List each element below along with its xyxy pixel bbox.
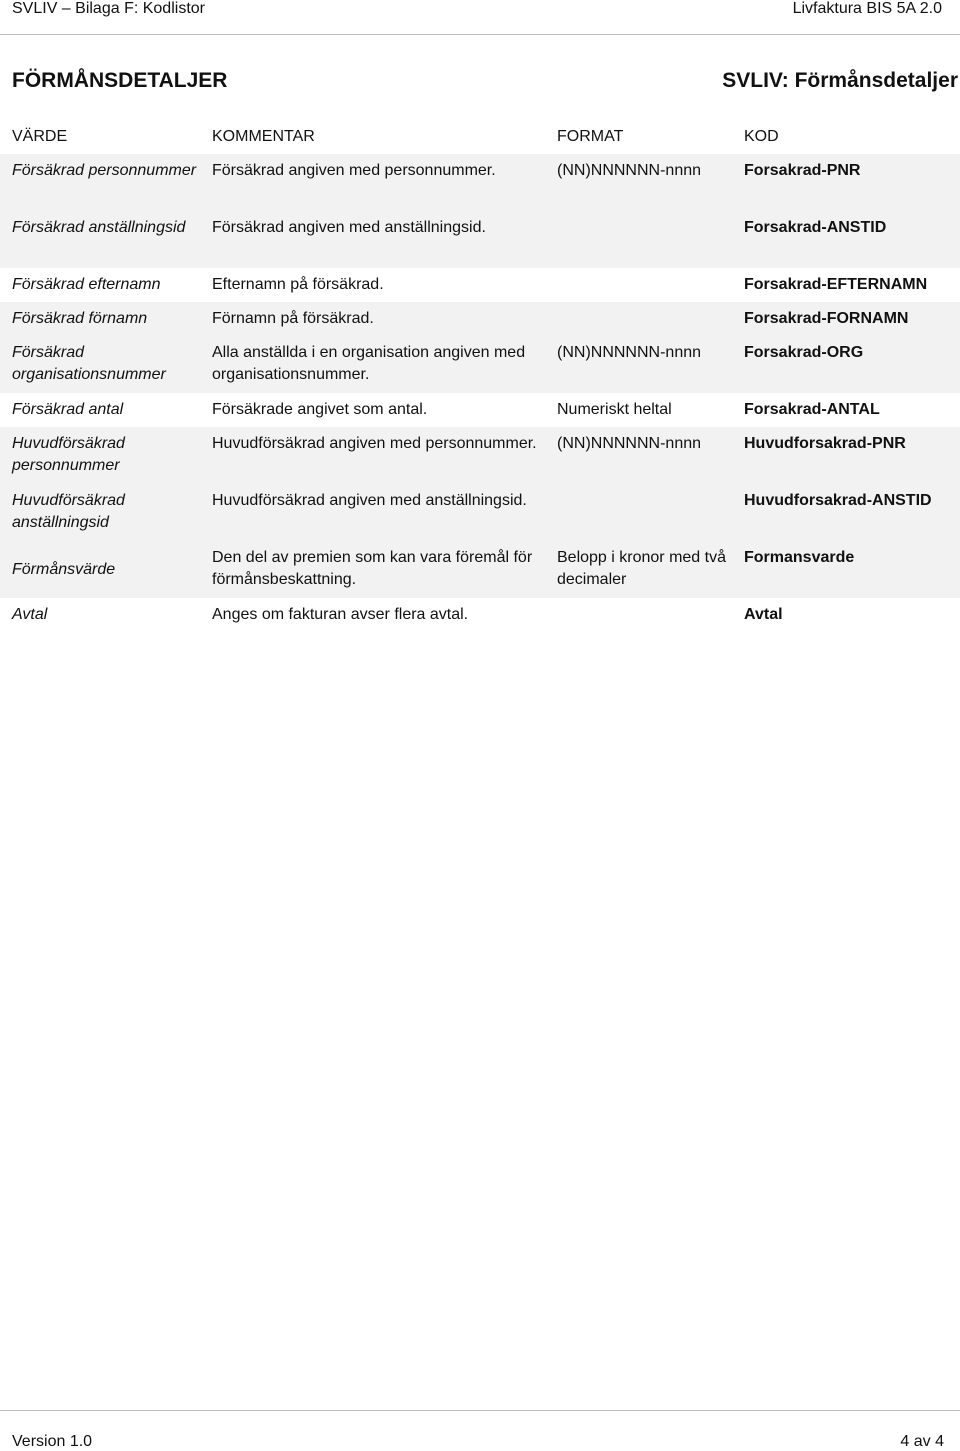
row-code: Huvudforsakrad-PNR (744, 435, 906, 452)
table-header-row (0, 118, 960, 154)
footer-version: Version 1.0 (12, 1433, 93, 1450)
row-comment: Huvudförsäkrad angiven med anställningsid. (212, 492, 527, 509)
code-list-table (0, 118, 960, 632)
table-row (0, 393, 960, 427)
row-value: Försäkrad anställningsid (12, 219, 186, 236)
table-row (0, 336, 960, 393)
document-version-title: Livfaktura BIS 5A 2.0 (792, 0, 942, 17)
column-header-code: KOD (744, 128, 779, 145)
document-title: SVLIV – Bilaga F: Kodlistor (12, 0, 205, 17)
table-row (0, 302, 960, 336)
row-format (545, 598, 732, 632)
row-value: Förmånsvärde (12, 560, 116, 578)
section-title: FÖRMÅNSDETALJER (12, 69, 228, 92)
row-code: Forsakrad-ANSTID (744, 219, 887, 236)
row-format: Numeriskt heltal (557, 401, 672, 418)
row-comment: Försäkrad angiven med anställningsid. (212, 219, 486, 236)
table-row (0, 268, 960, 302)
row-code: Forsakrad-FORNAMN (744, 310, 909, 327)
row-format: Belopp i kronor med två decimaler (557, 549, 726, 588)
row-code: Formansvarde (744, 549, 855, 566)
row-value: Försäkrad personnummer (12, 162, 197, 179)
row-code: Forsakrad-PNR (744, 162, 861, 179)
row-value: Försäkrad förnamn (12, 310, 148, 327)
table-row (0, 154, 960, 211)
footer-page-number: 4 av 4 (900, 1433, 944, 1450)
table-row (0, 427, 960, 484)
row-comment: Efternamn på försäkrad. (212, 276, 384, 293)
row-code: Forsakrad-ORG (744, 344, 864, 361)
row-format (545, 268, 732, 302)
row-comment: Försäkrad angiven med personnummer. (212, 162, 496, 179)
row-comment: Huvudförsäkrad angiven med personnummer. (212, 435, 537, 452)
table-row (0, 541, 960, 598)
row-code: Avtal (744, 606, 783, 623)
running-header (0, 0, 960, 35)
row-value: Försäkrad organisationsnummer (12, 344, 166, 383)
row-value: Huvudförsäkrad personnummer (12, 435, 125, 474)
table-row (0, 211, 960, 268)
row-format (545, 302, 732, 336)
column-header-value: VÄRDE (12, 128, 68, 145)
row-format: (NN)NNNNNN-nnnn (557, 162, 702, 179)
row-comment: Förnamn på försäkrad. (212, 310, 374, 327)
row-value: Försäkrad efternamn (12, 276, 161, 293)
page-footer (0, 1410, 960, 1451)
row-comment: Den del av premien som kan vara föremål för förmånsbeskattning. (212, 549, 533, 588)
column-header-comment: KOMMENTAR (212, 128, 315, 145)
row-comment: Alla anställda i en organisation angiven med organisationsnummer. (212, 344, 526, 383)
row-value: Huvudförsäkrad anställningsid (12, 492, 125, 531)
row-code: Forsakrad-ANTAL (744, 401, 880, 418)
table-row (0, 598, 960, 632)
table-row (0, 484, 960, 541)
row-comment: Anges om fakturan avser flera avtal. (212, 606, 469, 623)
row-code: Huvudforsakrad-ANSTID (744, 492, 932, 509)
row-format (545, 211, 732, 268)
row-comment: Försäkrade angivet som antal. (212, 401, 428, 418)
row-format (545, 484, 732, 541)
section-subtitle: SVLIV: Förmånsdetaljer (722, 69, 958, 92)
row-format: (NN)NNNNNN-nnnn (557, 344, 702, 361)
row-code: Forsakrad-EFTERNAMN (744, 276, 928, 293)
row-format: (NN)NNNNNN-nnnn (557, 435, 702, 452)
row-value: Avtal (12, 606, 48, 623)
row-value: Försäkrad antal (12, 401, 124, 418)
column-header-format: FORMAT (557, 128, 624, 145)
